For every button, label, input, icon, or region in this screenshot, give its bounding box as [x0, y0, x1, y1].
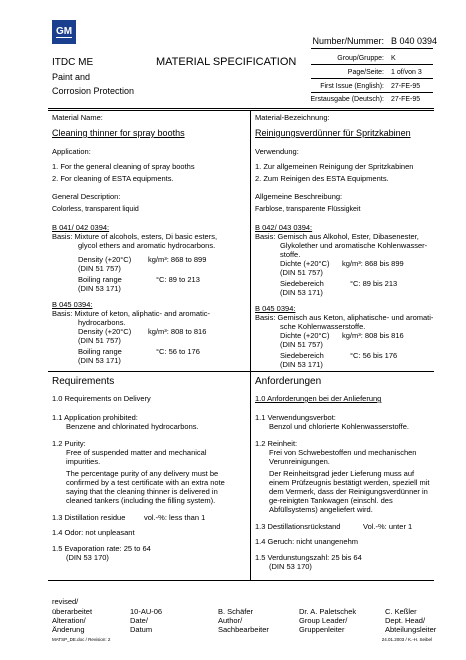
anforderungen-title: Anforderungen — [255, 376, 322, 387]
footer-author-2: Author/ — [218, 616, 243, 625]
requirement-1-3-value: vol.-%: less than 1 — [144, 513, 206, 522]
application-item-2: 2. For cleaning of ESTA equipments. — [52, 174, 174, 183]
general-description: Colorless, transparent liquid — [52, 206, 139, 213]
header-divider — [48, 108, 434, 109]
anforderung-1-2: 1.2 Reinheit: — [255, 439, 298, 448]
footer-col-author — [218, 607, 269, 634]
footer-author-1: B. Schäfer — [218, 607, 254, 616]
requirement-1-5-din: (DIN 53 170) — [66, 553, 109, 562]
verwendung-item-2: 2. Zum Reinigen des ESTA Equipments. — [255, 174, 389, 183]
footer-alteration-1: überarbeitet — [52, 607, 93, 616]
variante-1-dichte-label: Dichte (+20°C) — [280, 258, 330, 268]
variant-1-title: B 041/ 042 0394: — [52, 222, 110, 232]
requirement-1-3: 1.3 Distillation residue — [52, 513, 126, 522]
footer-date-note: 24.01.2003 / K.-H. Seibel — [381, 637, 432, 642]
variant-1-din-2: (DIN 53 171) — [78, 283, 121, 293]
footer-date-1: 10-AU-06 — [130, 607, 163, 616]
variant-2-din-2: (DIN 53 171) — [78, 355, 121, 365]
number-label: Number/Nummer: — [312, 36, 384, 46]
requirement-1-1-text: Benzene and chlorinated hydrocarbons. — [66, 422, 199, 431]
anforderung-1-0-text: 1.0 Anforderungen bei der Anlieferung — [255, 394, 382, 403]
dept-line-2: Paint and — [52, 72, 91, 82]
footer-divider — [48, 580, 434, 581]
variante-1-siedebereich-label: Siedebereich — [280, 278, 324, 288]
variante-2-dichte-label: Dichte (+20°C) — [280, 330, 330, 340]
variante-2-din-1: (DIN 51 757) — [280, 339, 323, 349]
anforderung-1-5-din: (DIN 53 170) — [269, 562, 312, 571]
application-label: Application: — [52, 147, 91, 156]
requirement-1-2: 1.2 Purity: — [52, 439, 86, 448]
variante-1-din-1: (DIN 51 757) — [280, 267, 323, 277]
application-item-1: 1. For the general cleaning of spray booths — [52, 162, 195, 171]
variant-1-boiling-label: Boiling range — [78, 274, 122, 284]
anforderung-1-1-text: Benzol und chlorierte Kohlenwasserstoffe. — [269, 422, 409, 431]
variante-2-title: B 045 0394: — [255, 303, 296, 313]
material-bezeichnung: Reinigungsverdünner für Spritzkabinen — [255, 128, 411, 138]
german-column — [255, 113, 435, 369]
variante-1-siedebereich-value: °C: 89 bis 213 — [350, 278, 398, 288]
requirement-1-1: 1.1 Application prohibited: — [52, 413, 138, 422]
anforderung-1-3: 1.3 Destillationsrückstand — [255, 522, 341, 531]
footer-group-leader-3: Gruppenleiter — [299, 625, 345, 634]
verwendung-item-1: 1. Zur allgemeinen Reinigung der Spritzkabinen — [255, 162, 414, 171]
requirement-1-4: 1.4 Odor: not unpleasant — [52, 528, 135, 537]
page-value: 1 of/von 3 — [391, 69, 422, 76]
english-requirements — [52, 376, 247, 562]
variante-1-title: B 042/ 043 0394: — [255, 222, 313, 232]
variant-1-din-1: (DIN 51 757) — [78, 263, 121, 273]
anforderung-1-3-value: Vol.-%: unter 1 — [363, 522, 413, 531]
variant-1-basis-line-2: glycol ethers and aromatic hydrocarbons. — [78, 240, 216, 250]
variante-2-dichte-value: kg/m³: 808 bis 816 — [342, 330, 404, 340]
gm-logo: GM — [52, 20, 76, 44]
beschreibung: Farblose, transparente Flüssigkeit — [255, 206, 361, 213]
page-label: Page/Seite: — [347, 69, 384, 76]
variant-2-density-label: Density (+20°C) — [78, 326, 132, 336]
variante-1-din-2: (DIN 53 171) — [280, 287, 323, 297]
variant-2-basis-line-1: Basis: Mixture of keton, aliphatic- and aromatic- — [52, 308, 210, 318]
variant-1-density-label: Density (+20°C) — [78, 254, 132, 264]
variante-2-siedebereich-value: °C: 56 bis 176 — [350, 350, 398, 360]
variante-2-basis-line-2: sche Kohlenwasserstoffe. — [280, 321, 366, 331]
beschreibung-label: Allgemeine Beschreibung: — [255, 192, 343, 201]
variante-2-din-2: (DIN 53 171) — [280, 359, 323, 369]
variant-2-density-value: kg/m³: 808 to 816 — [148, 326, 207, 336]
anforderung-1-4: 1.4 Geruch: nicht unangenehm — [255, 537, 358, 546]
dept-line-1: ITDC ME — [52, 57, 94, 68]
page-underline — [311, 78, 433, 79]
group-label: Group/Gruppe: — [337, 55, 384, 62]
footer-alteration-3: Änderung — [52, 625, 85, 634]
footer-col-alteration — [52, 607, 92, 634]
requirement-1-5: 1.5 Evaporation rate: 25 to 64 — [52, 544, 151, 553]
material-bezeichnung-label: Material-Bezeichnung: — [255, 113, 330, 122]
variante-1-dichte-value: kg/m³: 868 bis 899 — [342, 258, 404, 268]
footer-dept-head-3: Abteilungsleiter — [385, 625, 437, 634]
variant-1-basis-line-1: Basis: Mixture of alcohols, esters, Di basic esters, — [52, 231, 218, 241]
footer-col-date — [130, 607, 162, 634]
first-issue-label: First Issue (English): — [320, 83, 384, 90]
german-requirements — [255, 376, 435, 571]
anforderung-1-1: 1.1 Verwendungsverbot: — [255, 413, 336, 422]
variante-2-basis-line-1: Basis: Gemisch aus Keton, aliphatische- und aromati- — [255, 312, 434, 322]
variant-1-boiling-value: °C: 89 to 213 — [156, 274, 200, 284]
variante-1-basis-line-1: Basis: Gemisch aus Alkohol, Ester, Dibasenester, — [255, 231, 419, 241]
footer-group-leader-2: Group Leader/ — [299, 616, 348, 625]
anforderung-1-5: 1.5 Verdunstungszahl: 25 bis 64 — [255, 553, 362, 562]
group-value: K — [391, 55, 396, 62]
material-name-label: Material Name: — [52, 113, 103, 122]
footer-col-dept-head — [385, 607, 436, 634]
first-issue-value: 27-FE-95 — [391, 83, 421, 90]
group-underline — [311, 64, 433, 65]
number-value: B 040 0394 — [391, 36, 438, 46]
material-name: Cleaning thinner for spray booths — [52, 128, 185, 138]
variante-1-basis-line-3: stoffe. — [280, 249, 301, 259]
anforderung-1-2-text-2: Der Reinheitsgrad jeder Lieferung muss auf einem Prüfzeugnis bestätigt werden, speziell mit dem Vermerk, dass der Reinigungsverdünner in ge-reinigten Tankwagen (einschl. des Abfüllsystems) angeliefert wird. — [269, 469, 430, 514]
verwendung-label: Verwendung: — [255, 147, 299, 156]
requirements-divider — [48, 371, 434, 372]
general-description-label: General Description: — [52, 192, 121, 201]
dept-line-3: Corrosion Protection — [52, 86, 135, 96]
variant-2-din-1: (DIN 51 757) — [78, 335, 121, 345]
erstausgabe-label: Erstausgabe (Deutsch): — [310, 96, 384, 103]
variante-1-basis-line-2: Glykolether und aromatische Kohlenwasser- — [280, 240, 428, 250]
anforderung-1-0 — [255, 394, 435, 403]
variant-2-boiling-value: °C: 56 to 176 — [156, 346, 200, 356]
requirement-1-0-text: 1.0 Requirements on Delivery — [52, 394, 151, 403]
anforderung-1-2-text-1: Frei von Schwebestoffen und mechanischen Verunreinigungen. — [269, 448, 417, 466]
footer-date-3: Datum — [130, 625, 153, 634]
variant-2-boiling-label: Boiling range — [78, 346, 122, 356]
requirement-1-2-text-1: Free of suspended matter and mechanical impurities. — [66, 448, 207, 466]
variante-2-siedebereich-label: Siedebereich — [280, 350, 324, 360]
footer-col-group-leader — [299, 607, 356, 634]
requirement-1-0 — [52, 394, 247, 403]
column-divider — [250, 110, 251, 581]
erstausgabe-value: 27-FE-95 — [391, 96, 421, 103]
variant-2-title: B 045 0394: — [52, 299, 93, 309]
requirements-title: Requirements — [52, 376, 115, 387]
first-issue-underline — [311, 92, 433, 93]
footer-dept-head-2: Dept. Head/ — [385, 616, 426, 625]
footer-date-2: Date/ — [130, 616, 148, 625]
footer-file-note: MATSP_DE.doc / Revision: 2 — [52, 637, 111, 642]
footer-dept-head-1: C. Keßler — [385, 607, 417, 616]
footer-group-leader-1: Dr. A. Paletschek — [299, 607, 357, 616]
footer-alteration-2: Alteration/ — [52, 616, 86, 625]
english-column — [52, 113, 247, 365]
number-underline — [311, 48, 433, 49]
footer-author-3: Sachbearbeiter — [218, 625, 269, 634]
document-title: MATERIAL SPECIFICATION — [156, 56, 297, 68]
requirement-1-2-text-2: The percentage purity of any delivery must be confirmed by a test certificate with an extra note saying that the cleaning thinner is delivered in cleaned tankers (including the filling system). — [66, 469, 225, 505]
footer-revised: revised/ — [52, 597, 79, 606]
variant-1-density-value: kg/m³: 868 to 899 — [148, 254, 207, 264]
header-divider-2 — [48, 110, 434, 111]
variant-2-basis-line-2: hydrocarbons. — [78, 317, 126, 327]
